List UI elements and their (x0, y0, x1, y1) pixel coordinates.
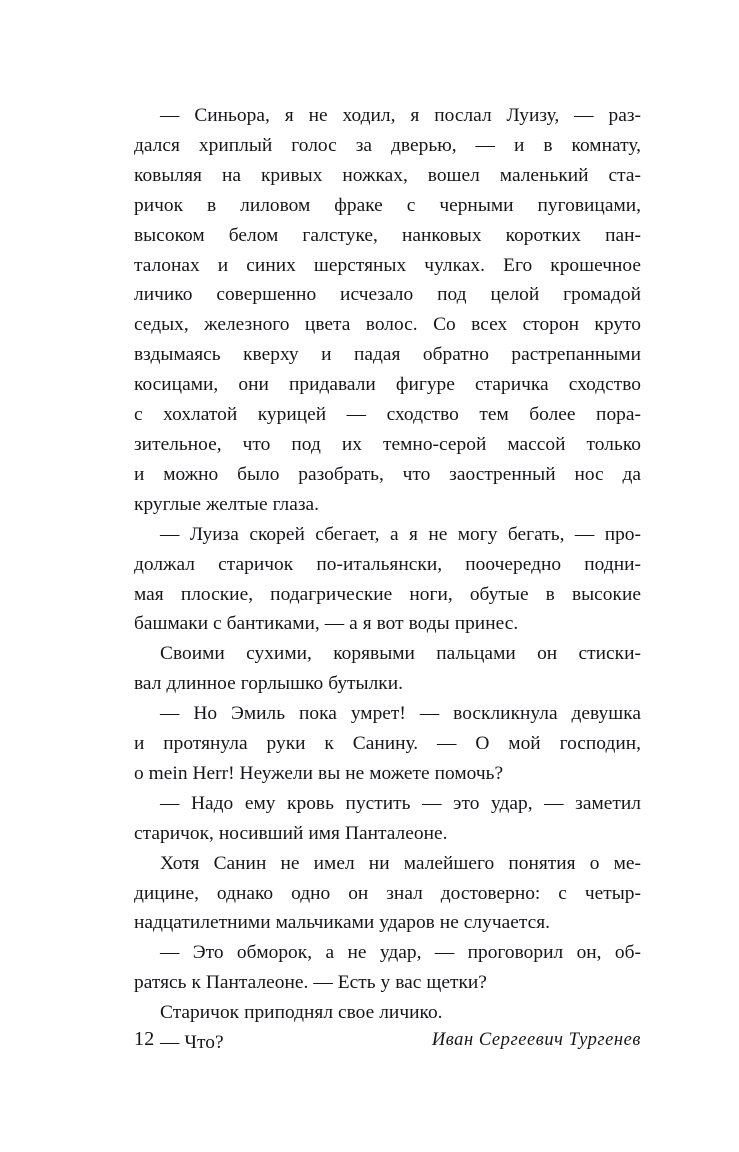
text-line: надцатилетними мальчиками ударов не случается. (134, 912, 551, 934)
text-line: и можно было разобрать, что заостренный нос да (134, 463, 641, 485)
paragraph (134, 998, 641, 1028)
text-line: ковыляя на кривых ножках, вошел маленький ста- (134, 164, 641, 186)
text-line: старичок, носивший имя Панталеоне. (134, 822, 448, 844)
paragraph (134, 789, 641, 849)
text-line: Старичок приподнял свое личико. (160, 1002, 443, 1024)
text-line: Хотя Санин не имел ни малейшего понятия о ме- (160, 852, 641, 874)
paragraph (134, 849, 641, 939)
text-line: и протянула руки к Санину. — О мой господин, (134, 733, 641, 755)
paragraph (134, 101, 641, 520)
text-line: талонах и синих шерстяных чулках. Его крошечное (134, 254, 641, 276)
text-line: с хохлатой курицей — сходство тем более пора- (134, 404, 641, 426)
text-line: — Синьора, я не ходил, я послал Луизу, — раз- (160, 105, 641, 126)
paragraph (134, 639, 641, 699)
page-number: 12 (134, 1028, 155, 1050)
text-line: — Луиза скорей сбегает, а я не могу бегать, — про- (160, 523, 641, 545)
text-line: круглые желтые глаза. (134, 493, 320, 515)
text-line: — Что? (160, 1032, 224, 1054)
text-line: ратясь к Панталеоне. — Есть у вас щетки? (134, 972, 487, 994)
text-line: — Но Эмиль пока умрет! — воскликнула девушка (160, 703, 641, 725)
paragraph (134, 520, 641, 640)
page-text-block (134, 101, 641, 1058)
text-line: вздымаясь кверху и падая обратно растрепанными (134, 344, 641, 366)
paragraph (134, 938, 641, 998)
text-line: дицине, однако одно он знал достоверно: с четыр- (134, 882, 641, 904)
text-line: косицами, они придавали фигуре старичка сходство (134, 374, 641, 396)
text-line: Своими сухими, корявыми пальцами он стиски- (160, 643, 641, 665)
text-line: зительное, что под их темно-серой массой только (134, 433, 641, 455)
text-line: — Это обморок, а не удар, — проговорил он, об- (160, 942, 641, 964)
paragraph (134, 699, 641, 789)
text-line: вал длинное горлышко бутылки. (134, 673, 404, 695)
page-footer (134, 1026, 641, 1053)
text-line: башмаки с бантиками, — а я вот воды принес. (134, 613, 519, 635)
text-line: личико совершенно исчезало под целой громадой (134, 284, 641, 306)
text-line: седых, железного цвета волос. Со всех сторон круто (134, 314, 641, 336)
text-line: — Надо ему кровь пустить — это удар, — заметил (160, 792, 641, 814)
text-line: высоком белом галстуке, нанковых коротких пан- (134, 224, 641, 246)
running-head-author: Иван Сергеевич Тургенев (431, 1030, 641, 1050)
text-line: дался хриплый голос за дверью, — и в комнату, (134, 134, 641, 156)
text-line: о mein Herr! Неужели вы не можете помочь? (134, 762, 504, 784)
text-line: мая плоские, подагрические ноги, обутые в высокие (134, 583, 641, 605)
text-line: должал старичок по-итальянски, поочередно подни- (134, 553, 641, 575)
text-line: ричок в лиловом фраке с черными пуговицами, (134, 194, 641, 216)
